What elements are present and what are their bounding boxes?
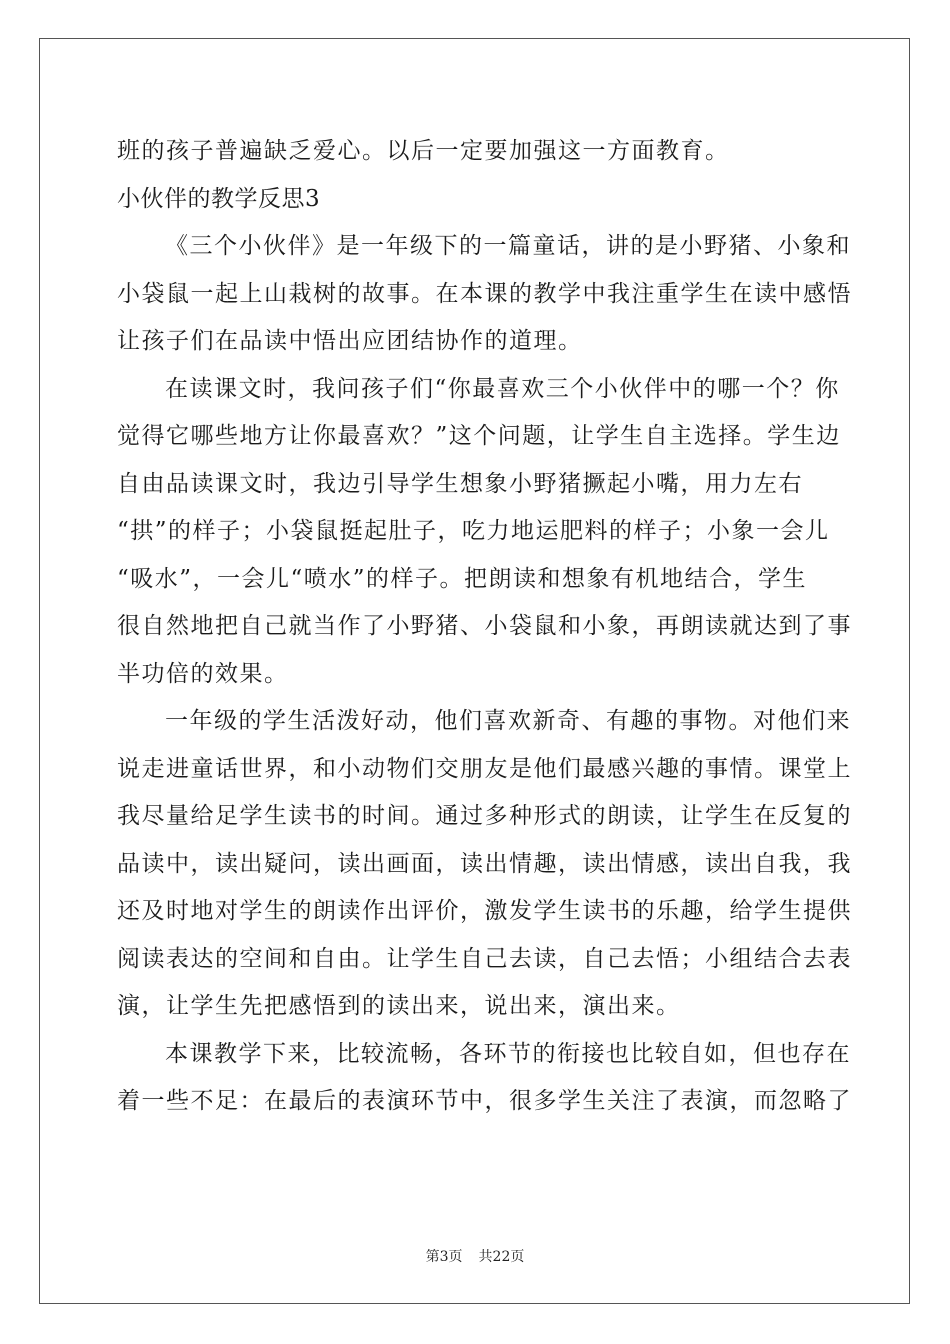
text-line: 阅读表达的空间和自由。让学生自己去读，自己去悟；小组结合去表 xyxy=(117,945,852,972)
page-footer xyxy=(0,1246,950,1266)
page-total: 共22页 xyxy=(478,1249,525,1265)
text-line: 着一些不足：在最后的表演环节中，很多学生关注了表演，而忽略了 xyxy=(117,1088,852,1114)
section-heading: 小伙伴的教学反思3 xyxy=(117,185,321,212)
text-line: 小袋鼠一起上山栽树的故事。在本课的教学中我注重学生在读中感悟 xyxy=(117,280,852,307)
text-line: 班的孩子普遍缺乏爱心。以后一定要加强这一方面教育。 xyxy=(117,138,730,164)
text-line: 《三个小伙伴》是一年级下的一篇童话，讲的是小野猪、小象和 xyxy=(165,233,851,259)
text-line: 我尽量给足学生读书的时间。通过多种形式的朗读，让学生在反复的 xyxy=(117,803,852,829)
document-body xyxy=(117,128,852,1126)
text-line: 还及时地对学生的朗读作出评价，激发学生读书的乐趣，给学生提供 xyxy=(117,898,852,924)
text-line: 一年级的学生活泼好动，他们喜欢新奇、有趣的事物。对他们来 xyxy=(165,708,851,734)
text-line: 演，让学生先把感悟到的读出来，说出来，演出来。 xyxy=(117,993,681,1019)
page-number: 第3页 xyxy=(425,1249,463,1265)
text-line: “拱”的样子；小袋鼠挺起肚子，吃力地运肥料的样子；小象一会儿 xyxy=(117,518,830,544)
text-line: 让孩子们在品读中悟出应团结协作的道理。 xyxy=(117,328,583,354)
text-line: 很自然地把自己就当作了小野猪、小袋鼠和小象，再朗读就达到了事 xyxy=(117,613,852,639)
text-line: 品读中，读出疑问，读出画面，读出情趣，读出情感，读出自我，我 xyxy=(117,850,852,877)
text-line: 在读课文时，我问孩子们“你最喜欢三个小伙伴中的哪一个？你 xyxy=(165,375,840,402)
text-line: 半功倍的效果。 xyxy=(117,660,289,687)
text-line: 说走进童话世界，和小动物们交朋友是他们最感兴趣的事情。课堂上 xyxy=(117,755,852,782)
text-line: 本课教学下来，比较流畅，各环节的衔接也比较自如，但也存在 xyxy=(165,1040,851,1067)
text-line: “吸水”，一会儿“喷水”的样子。把朗读和想象有机地结合，学生 xyxy=(117,565,808,592)
text-line: 觉得它哪些地方让你最喜欢？”这个问题，让学生自主选择。学生边 xyxy=(117,423,841,449)
text-line: 自由品读课文时，我边引导学生想象小野猪撅起小嘴，用力左右 xyxy=(117,470,803,497)
